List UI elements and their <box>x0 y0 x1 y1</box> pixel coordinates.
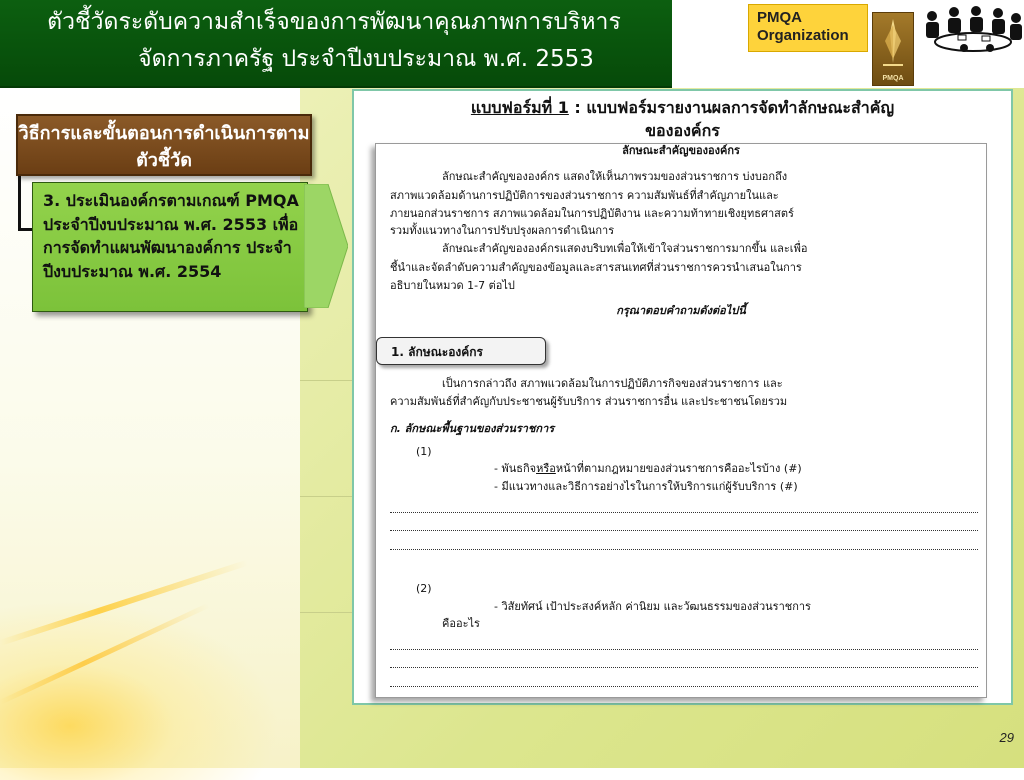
form-heading-line1 <box>360 96 1005 119</box>
divider <box>300 612 360 613</box>
page-number: 29 <box>999 730 1014 745</box>
doc-prompt: กรุณาตอบคำถามดังต่อไปนี้ <box>616 304 746 317</box>
question-1-number: (1) <box>416 445 432 458</box>
step-3-box: 3. ประเมินองค์กรตามเกณฑ์ PMQA ประจำปีงบประมาณ พ.ศ. 2553 เพื่อการจัดทำแผนพัฒนาองค์การ ประจำปีงบประมาณ พ.ศ. 2554 <box>32 182 308 312</box>
answer-line[interactable] <box>390 667 978 668</box>
doc-paragraph-line: ชี้นำและจัดลำดับความสำคัญของข้อมูลและสารสนเทศที่ส่วนราชการควรนำเสนอในการ <box>390 261 802 274</box>
doc-subsection-a: ก. ลักษณะพื้นฐานของส่วนราชการ <box>390 422 555 435</box>
divider <box>300 380 360 381</box>
pmqa-emblem-icon <box>881 19 905 67</box>
answer-line[interactable] <box>390 512 978 513</box>
doc-paragraph-line: ลักษณะสำคัญขององค์กรแสดงบริบทเพื่อให้เข้าใจส่วนราชการมากขึ้น และเพื่อ <box>442 242 808 255</box>
answer-line[interactable] <box>390 549 978 550</box>
doc-paragraph-line: ภายนอกส่วนราชการ สภาพแวดล้อมในการปฏิบัติงาน และความท้าทายเชิงยุทธศาสตร์ <box>390 207 794 220</box>
answer-line[interactable] <box>390 649 978 650</box>
brand-line2: Organization <box>757 27 849 44</box>
question-1-item-b: - มีแนวทางและวิธีการอย่างไรในการให้บริการแก่ผู้รับบริการ (#) <box>494 480 798 493</box>
doc-paragraph-line: เป็นการกล่าวถึง สภาพแวดล้อมในการปฏิบัติภารกิจของส่วนราชการ และ <box>442 377 783 390</box>
brand-label <box>748 4 868 52</box>
form-document <box>375 143 987 698</box>
right-arrow-icon <box>304 184 348 308</box>
doc-paragraph-line: ลักษณะสำคัญขององค์กร แสดงให้เห็นภาพรวมของส่วนราชการ บ่งบอกถึง <box>442 170 788 183</box>
slide-header <box>0 0 672 88</box>
item-a-underlined: หรือ <box>536 462 556 475</box>
question-2-item: - วิสัยทัศน์ เป้าประสงค์หลัก ค่านิยม และวัฒนธรรมของส่วนราชการ <box>494 600 811 613</box>
item-a-prefix: - พันธกิจ <box>494 462 537 475</box>
meeting-people-icon <box>918 2 1024 56</box>
divider <box>300 496 360 497</box>
doc-paragraph-line: สภาพแวดล้อมด้านการปฏิบัติการของส่วนราชการ ความสัมพันธ์ที่สำคัญภายในและ <box>390 189 779 202</box>
doc-paragraph-line: อธิบายในหมวด 1-7 ต่อไป <box>390 279 515 292</box>
answer-line[interactable] <box>390 530 978 531</box>
doc-title: ลักษณะสำคัญขององค์กร <box>622 144 740 157</box>
form-heading-text: : แบบฟอร์มรายงานผลการจัดทำลักษณะสำคัญ <box>568 98 895 117</box>
form-heading-line2: ขององค์กร <box>645 121 720 140</box>
slide-title <box>0 4 672 78</box>
question-2-number: (2) <box>416 582 432 595</box>
form-heading <box>360 96 1005 142</box>
doc-paragraph-line: ความสัมพันธ์ที่สำคัญกับประชาชนผู้รับบริการ ส่วนราชการอื่น และประชาชนโดยรวม <box>390 395 788 408</box>
section-1-label: 1. ลักษณะองค์กร <box>376 337 546 365</box>
item-a-suffix: หน้าที่ตามกฎหมายของส่วนราชการคืออะไรบ้าง (#) <box>555 462 802 475</box>
pmqa-logo-icon <box>872 12 914 86</box>
form-number-label: แบบฟอร์มที่ 1 <box>470 98 569 117</box>
steps-title-box: วิธีการและขั้นตอนการดำเนินการตามตัวชี้วัด <box>16 114 312 176</box>
brand-line1: PMQA <box>757 9 802 26</box>
slide-title-line1: ตัวชี้วัดระดับความสำเร็จของการพัฒนาคุณภาพการบริหาร <box>47 9 621 35</box>
question-1-item-a <box>494 462 802 476</box>
doc-paragraph-line: รวมทั้งแนวทางในการปรับปรุงผลการดำเนินการ <box>390 224 615 237</box>
slide-title-line2: จัดการภาครัฐ ประจำปีงบประมาณ พ.ศ. 2553 <box>138 46 594 72</box>
answer-line[interactable] <box>390 686 978 687</box>
logo-caption: PMQA <box>882 75 904 82</box>
question-2-item-cont: คืออะไร <box>442 617 480 630</box>
